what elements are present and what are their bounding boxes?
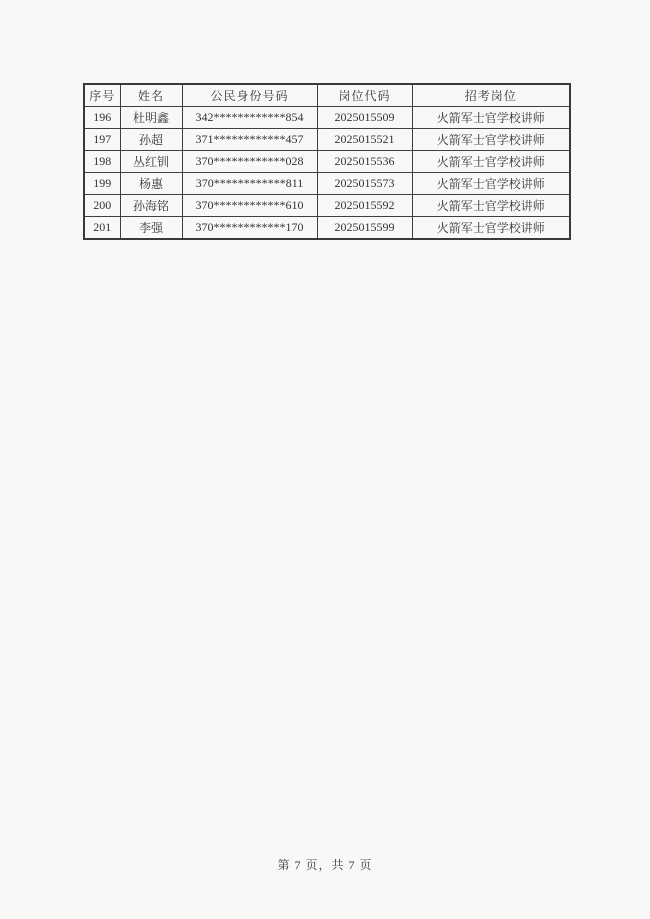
table-cell: 2025015521: [317, 129, 412, 151]
table-cell: 孙超: [120, 129, 182, 151]
table-header-row: [84, 84, 570, 107]
table-cell: 371************457: [182, 129, 317, 151]
header-cell: 岗位代码: [317, 84, 412, 107]
table-cell: 李强: [120, 217, 182, 240]
table-cell: 2025015592: [317, 195, 412, 217]
page-number-footer: 第 7 页，共 7 页: [277, 858, 373, 872]
table-row: [84, 173, 570, 195]
header-cell: 姓名: [120, 84, 182, 107]
table-cell: 196: [84, 107, 120, 129]
table-cell: 198: [84, 151, 120, 173]
table-cell: 342************854: [182, 107, 317, 129]
table-cell: 火箭军士官学校讲师: [412, 217, 570, 240]
table-cell: 370************610: [182, 195, 317, 217]
table-row: [84, 217, 570, 240]
table-cell: 370************028: [182, 151, 317, 173]
header-cell: 公民身份号码: [182, 84, 317, 107]
header-cell: 招考岗位: [412, 84, 570, 107]
table-row: [84, 195, 570, 217]
table-cell: 火箭军士官学校讲师: [412, 129, 570, 151]
table-cell: 孙海铭: [120, 195, 182, 217]
table-cell: 2025015509: [317, 107, 412, 129]
table-row: [84, 151, 570, 173]
table-cell: 火箭军士官学校讲师: [412, 195, 570, 217]
table-cell: 2025015536: [317, 151, 412, 173]
table-cell: 2025015573: [317, 173, 412, 195]
table-cell: 199: [84, 173, 120, 195]
table-cell: 200: [84, 195, 120, 217]
recruitment-roster-table: [83, 83, 571, 240]
table-cell: 杨惠: [120, 173, 182, 195]
table-cell: 370************170: [182, 217, 317, 240]
table-cell: 火箭军士官学校讲师: [412, 173, 570, 195]
table-cell: 丛红钏: [120, 151, 182, 173]
table-header: [84, 84, 570, 107]
table-body: [84, 107, 570, 240]
table-cell: 火箭军士官学校讲师: [412, 107, 570, 129]
table-cell: 370************811: [182, 173, 317, 195]
table-row: [84, 129, 570, 151]
header-cell: 序号: [84, 84, 120, 107]
table-cell: 杜明鑫: [120, 107, 182, 129]
table-cell: 火箭军士官学校讲师: [412, 151, 570, 173]
table-cell: 201: [84, 217, 120, 240]
table-row: [84, 107, 570, 129]
table-cell: 2025015599: [317, 217, 412, 240]
table-cell: 197: [84, 129, 120, 151]
